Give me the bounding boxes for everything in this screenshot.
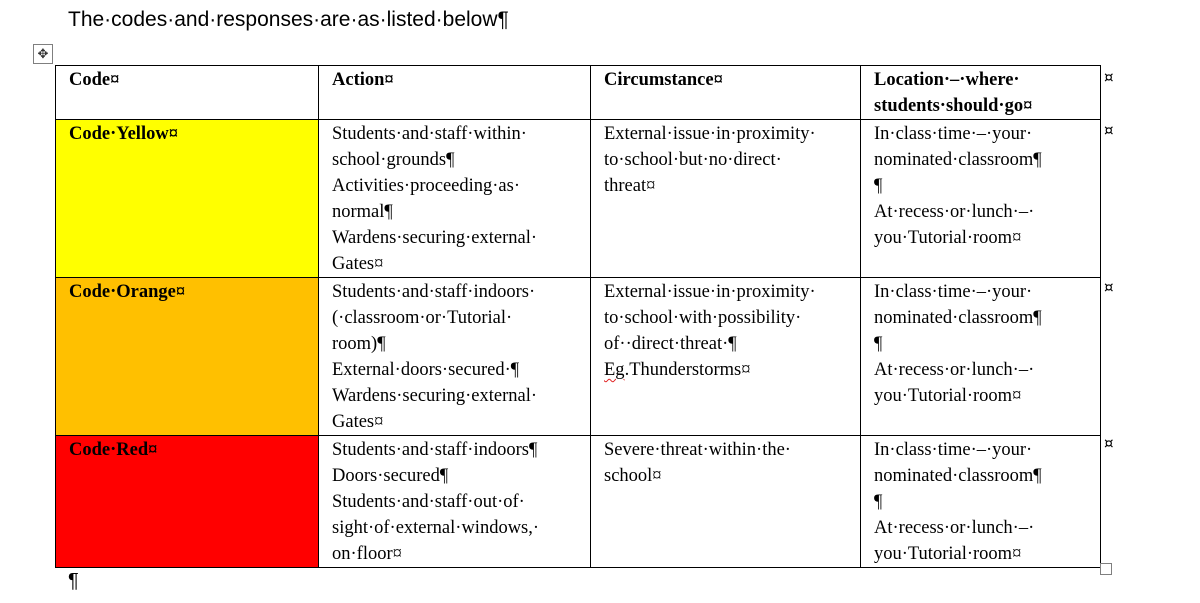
table-resize-handle-icon[interactable] bbox=[1100, 563, 1112, 575]
table-move-handle-icon[interactable]: ✥ bbox=[33, 44, 53, 64]
circumstance-orange-line-2: to·school·with·possibility· bbox=[604, 308, 802, 328]
row-end-mark-yellow: ¤ bbox=[1104, 121, 1114, 139]
trailing-paragraph-mark: ¶ bbox=[68, 570, 79, 592]
circumstance-orange-line-3: of··direct·threat·¶ bbox=[604, 334, 737, 354]
table-header-row bbox=[56, 66, 1101, 120]
code-orange-cell: Code·Orange¤ bbox=[56, 278, 319, 436]
circumstance-orange-line-1: External·issue·in·proximity· bbox=[604, 282, 816, 302]
table-row-code-orange bbox=[56, 278, 1101, 436]
action-yellow-cell: Students·and·staff·within· school·grounds¶ Activities·proceeding·as· normal¶ Wardens·securing·external· Gates¤ bbox=[319, 120, 591, 278]
header-code: Code¤ bbox=[56, 66, 319, 120]
table-row-code-red bbox=[56, 436, 1101, 568]
circumstance-red-cell: Severe·threat·within·the· school¤ bbox=[591, 436, 861, 568]
intro-paragraph: The·codes·and·responses·are·as·listed·below¶ bbox=[68, 8, 509, 31]
code-yellow-cell: Code·Yellow¤ bbox=[56, 120, 319, 278]
row-end-mark-orange: ¤ bbox=[1104, 278, 1114, 296]
action-red-cell: Students·and·staff·indoors¶ Doors·secured¶ Students·and·staff·out·of· sight·of·external·windows,· on·floor¤ bbox=[319, 436, 591, 568]
emergency-codes-table bbox=[55, 65, 1101, 568]
action-orange-cell: Students·and·staff·indoors· (·classroom·or·Tutorial· room)¶ External·doors·secured·¶ Wardens·securing·external· Gates¤ bbox=[319, 278, 591, 436]
row-end-mark-header: ¤ bbox=[1104, 68, 1114, 86]
circumstance-yellow-cell: External·issue·in·proximity· to·school·but·no·direct· threat¤ bbox=[591, 120, 861, 278]
header-location: Location·–·where· students·should·go¤ bbox=[861, 66, 1101, 120]
spelling-flagged-word[interactable]: Eg bbox=[604, 360, 625, 380]
code-red-cell: Code·Red¤ bbox=[56, 436, 319, 568]
location-orange-cell: In·class·time·–·your· nominated·classroom¶ ¶ At·recess·or·lunch·–· you·Tutorial·room¤ bbox=[861, 278, 1101, 436]
circumstance-orange-cell bbox=[591, 278, 861, 436]
header-circumstance: Circumstance¤ bbox=[591, 66, 861, 120]
circumstance-orange-line-4: .Thunderstorms¤ bbox=[624, 360, 751, 380]
row-end-mark-red: ¤ bbox=[1104, 434, 1114, 452]
location-red-cell: In·class·time·–·your· nominated·classroom¶ ¶ At·recess·or·lunch·–· you·Tutorial·room¤ bbox=[861, 436, 1101, 568]
location-yellow-cell: In·class·time·–·your· nominated·classroom¶ ¶ At·recess·or·lunch·–· you·Tutorial·room¤ bbox=[861, 120, 1101, 278]
header-action: Action¤ bbox=[319, 66, 591, 120]
table-row-code-yellow bbox=[56, 120, 1101, 278]
